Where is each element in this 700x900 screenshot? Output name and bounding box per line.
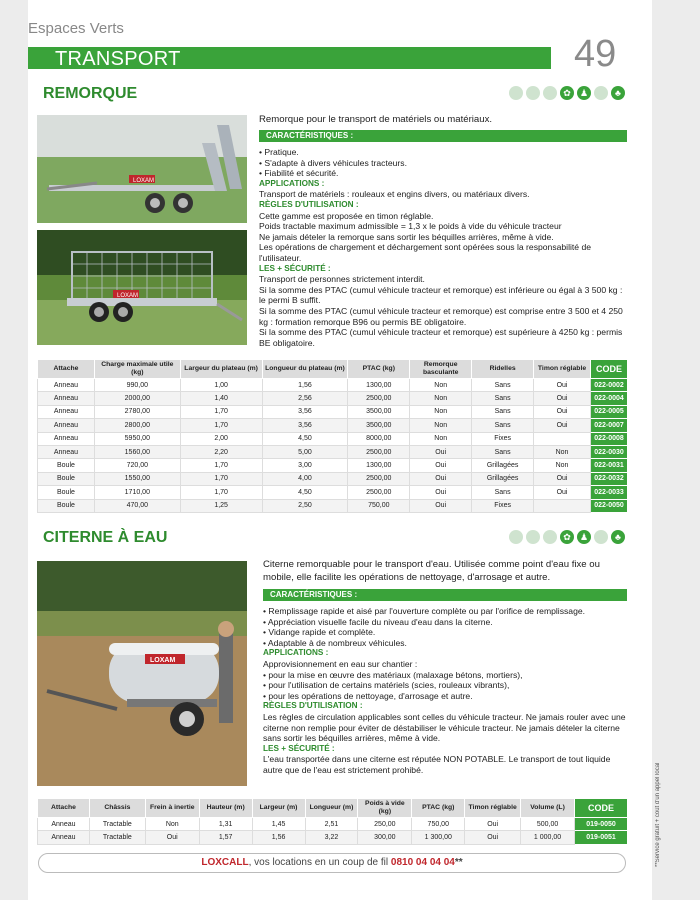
- table-cell: Non: [410, 379, 472, 392]
- section-title-remorque: REMORQUE: [43, 85, 138, 102]
- usage-icon: [509, 530, 523, 544]
- table-cell: Boule: [38, 472, 95, 485]
- table-cell: 5950,00: [94, 432, 180, 445]
- table-row: [38, 392, 628, 405]
- person-icon: ♟: [577, 530, 591, 544]
- footer-brand: LOXCALL: [201, 857, 249, 868]
- table-cell: Oui: [465, 818, 521, 831]
- table-cell: 3500,00: [348, 405, 410, 418]
- column-header: Ridelles: [472, 360, 534, 379]
- table-cell: 1,70: [180, 459, 262, 472]
- product-code[interactable]: 019-0051: [574, 831, 627, 844]
- title-bar: [28, 47, 551, 69]
- table-cell: 1,70: [180, 405, 262, 418]
- table-cell: Non: [410, 432, 472, 445]
- citerne-intro: Citerne remorquable pour le transport d'eau. Utilisée comme point d'eau fixe ou mobile, elle facilite les opérations de nettoyage, d'arrosage et autre.: [263, 559, 600, 583]
- table-cell: 5,00: [262, 445, 348, 458]
- product-code[interactable]: 022-0050: [590, 499, 627, 512]
- loxam-logo-text: LOXAM: [117, 293, 139, 299]
- usage-icon: [509, 86, 523, 100]
- securite-line: Transport de personnes strictement interdit.: [259, 274, 425, 285]
- table-cell: 990,00: [94, 379, 180, 392]
- table-cell: Grillagées: [472, 459, 534, 472]
- table-cell: 4,00: [262, 472, 348, 485]
- table-cell: Sans: [472, 405, 534, 418]
- side-note: **Service gratuit + coût d'un appel local: [655, 762, 661, 867]
- loxam-logo-text: LOXAM: [133, 178, 155, 184]
- product-code[interactable]: 022-0005: [590, 405, 627, 418]
- table-cell: Oui: [410, 472, 472, 485]
- leaf-icon: ✿: [560, 530, 574, 544]
- column-header: CODE: [574, 799, 627, 818]
- applications-line: • pour la mise en œuvre des matériaux (malaxage bétons, mortiers),: [263, 669, 523, 680]
- table-cell: Non: [410, 419, 472, 432]
- table-header-row: [38, 799, 628, 818]
- table-cell: Anneau: [38, 419, 95, 432]
- page-number: 49: [574, 33, 617, 75]
- table-cell: Oui: [410, 486, 472, 499]
- table-cell: Boule: [38, 499, 95, 512]
- caract-item: • Adaptable à de nombreux véhicules.: [263, 637, 407, 648]
- column-header: Châssis: [89, 799, 145, 818]
- table-cell: Oui: [410, 499, 472, 512]
- table-cell: Oui: [534, 419, 591, 432]
- column-header: Attache: [38, 799, 90, 818]
- table-cell: 250,00: [358, 818, 412, 831]
- table-cell: Tractable: [89, 831, 145, 844]
- column-header: Frein à inertie: [145, 799, 199, 818]
- usage-icons-citerne: [509, 530, 625, 544]
- usage-icon: [594, 530, 608, 544]
- table-header-row: [38, 360, 628, 379]
- column-header: Timon réglable: [465, 799, 521, 818]
- table-cell: 2,51: [305, 818, 358, 831]
- table-cell: 1,70: [180, 419, 262, 432]
- regles-line: Cette gamme est proposée en timon réglable.: [259, 210, 434, 221]
- table-cell: Non: [410, 392, 472, 405]
- column-header: Attache: [38, 360, 95, 379]
- table-cell: 1,70: [180, 472, 262, 485]
- column-header: Longueur du plateau (m): [262, 360, 348, 379]
- product-code[interactable]: 019-0050: [574, 818, 627, 831]
- applications-text: Transport de matériels : rouleaux et engins divers, ou matériaux divers.: [259, 189, 530, 200]
- regles-line: Poids tractable maximum admissible = 1,3 x le poids à vide du véhicule tracteur: [259, 221, 562, 232]
- table-row: [38, 472, 628, 485]
- table-row: [38, 499, 628, 512]
- product-code[interactable]: 022-0008: [590, 432, 627, 445]
- tree-icon: ♣: [611, 86, 625, 100]
- table-cell: 1,57: [199, 831, 252, 844]
- table-cell: 1 000,00: [521, 831, 575, 844]
- table-cell: Oui: [465, 831, 521, 844]
- table-cell: 1,56: [262, 379, 348, 392]
- table-cell: 2500,00: [348, 445, 410, 458]
- table-cell: 2800,00: [94, 419, 180, 432]
- table-cell: [534, 432, 591, 445]
- table-cell: 2000,00: [94, 392, 180, 405]
- table-cell: 1,31: [199, 818, 252, 831]
- tree-icon: ♣: [611, 530, 625, 544]
- footer-banner: [38, 853, 626, 873]
- table-cell: 470,00: [94, 499, 180, 512]
- table-row: [38, 419, 628, 432]
- table-cell: Non: [534, 445, 591, 458]
- table-cell: 300,00: [358, 831, 412, 844]
- table-cell: 4,50: [262, 486, 348, 499]
- table-cell: Oui: [534, 392, 591, 405]
- column-header: Timon réglable: [534, 360, 591, 379]
- table-row: [38, 459, 628, 472]
- table-cell: 1 300,00: [412, 831, 465, 844]
- table-cell: Anneau: [38, 432, 95, 445]
- table-cell: Oui: [410, 459, 472, 472]
- table-cell: Anneau: [38, 818, 90, 831]
- usage-icon: [526, 530, 540, 544]
- regles-text: Les règles de circulation applicables sont celles du véhicule tracteur. Ne jamais rouler avec une citerne non remplie pour éviter de déstabiliser le véhicule tracteur. Ne jamais dételer la citerne sans sortir les béquilles arrières, même à vide.: [263, 711, 626, 744]
- table-cell: Sans: [472, 379, 534, 392]
- table-cell: 2,50: [262, 499, 348, 512]
- leaf-icon: ✿: [560, 86, 574, 100]
- table-cell: 1550,00: [94, 472, 180, 485]
- table-cell: 750,00: [412, 818, 465, 831]
- usage-icon: [543, 86, 557, 100]
- table-cell: 1,70: [180, 486, 262, 499]
- table-cell: 3,56: [262, 405, 348, 418]
- caract-item: • Vidange rapide et complète.: [263, 627, 376, 638]
- securite-line: Si la somme des PTAC (cumul véhicule tracteur et remorque) est comprise entre 3 500 et 4 250 kg : formation remorque B96 ou permis BE obligatoire.: [259, 305, 623, 327]
- column-header: Largeur du plateau (m): [180, 360, 262, 379]
- table-cell: Tractable: [89, 818, 145, 831]
- water-tank-photo: [37, 561, 247, 786]
- securite-line: Si la somme des PTAC (cumul véhicule tracteur et remorque) est inférieure ou égal à 3 500 kg : le permi B suffit.: [259, 284, 623, 306]
- table-cell: 2780,00: [94, 405, 180, 418]
- section-title-citerne: CITERNE À EAU: [43, 529, 168, 546]
- column-header: Hauteur (m): [199, 799, 252, 818]
- table-cell: 3,56: [262, 419, 348, 432]
- remorque-spec-table: [37, 359, 628, 513]
- product-code[interactable]: 022-0031: [590, 459, 627, 472]
- usage-icons-remorque: [509, 86, 625, 100]
- securite-heading: LES + SÉCURITÉ :: [259, 263, 331, 273]
- remorque-description: [259, 113, 627, 348]
- table-row: [38, 432, 628, 445]
- column-header: PTAC (kg): [348, 360, 410, 379]
- table-cell: 1710,00: [94, 486, 180, 499]
- product-code[interactable]: 022-0032: [590, 472, 627, 485]
- table-cell: 3,22: [305, 831, 358, 844]
- table-cell: Non: [534, 459, 591, 472]
- applications-heading: APPLICATIONS :: [263, 648, 329, 658]
- table-cell: Oui: [534, 405, 591, 418]
- securite-heading: LES + SÉCURITÉ :: [263, 743, 335, 753]
- product-code[interactable]: 022-0002: [590, 379, 627, 392]
- product-code[interactable]: 022-0004: [590, 392, 627, 405]
- table-cell: Anneau: [38, 405, 95, 418]
- trailer-photo-flatbed: [37, 115, 247, 223]
- usage-icon: [543, 530, 557, 544]
- table-cell: Non: [410, 405, 472, 418]
- column-header: Poids à vide (kg): [358, 799, 412, 818]
- table-cell: 2,00: [180, 432, 262, 445]
- table-cell: 4,50: [262, 432, 348, 445]
- column-header: PTAC (kg): [412, 799, 465, 818]
- column-header: Remorque basculante: [410, 360, 472, 379]
- caract-item: • Fiabilité et sécurité.: [259, 168, 339, 179]
- person-icon: ♟: [577, 86, 591, 100]
- footer-stars: **: [454, 857, 463, 868]
- table-cell: 1,00: [180, 379, 262, 392]
- regles-heading: RÈGLES D'UTILISATION :: [259, 199, 359, 209]
- caract-item: • Pratique.: [259, 147, 299, 157]
- table-cell: 3,00: [262, 459, 348, 472]
- table-cell: 2500,00: [348, 392, 410, 405]
- regles-heading: RÈGLES D'UTILISATION :: [263, 701, 363, 711]
- table-row: [38, 831, 628, 844]
- table-cell: Oui: [534, 379, 591, 392]
- table-cell: 750,00: [348, 499, 410, 512]
- table-cell: 1,40: [180, 392, 262, 405]
- applications-heading: APPLICATIONS :: [259, 178, 325, 188]
- table-cell: 1,25: [180, 499, 262, 512]
- citerne-description: [263, 558, 627, 776]
- table-row: [38, 379, 628, 392]
- table-row: [38, 818, 628, 831]
- column-header: Longueur (m): [305, 799, 358, 818]
- table-cell: Oui: [534, 472, 591, 485]
- table-cell: Fixes: [472, 499, 534, 512]
- table-cell: 1,56: [252, 831, 305, 844]
- regles-line: Les opérations de chargement et déchargement sont opérées sous la responsabilité de l'utilisateur.: [259, 242, 592, 263]
- table-cell: Fixes: [472, 432, 534, 445]
- table-cell: 8000,00: [348, 432, 410, 445]
- table-cell: Anneau: [38, 831, 90, 844]
- citerne-spec-table: [37, 798, 628, 845]
- table-cell: Oui: [145, 831, 199, 844]
- caract-heading: CARACTÉRISTIQUES :: [259, 130, 627, 142]
- applications-line: Approvisionnement en eau sur chantier :: [263, 658, 418, 669]
- product-code[interactable]: 022-0033: [590, 486, 627, 499]
- column-header: Volume (L): [521, 799, 575, 818]
- table-row: [38, 486, 628, 499]
- remorque-intro: Remorque pour le transport de matériels ou matériaux.: [259, 114, 493, 125]
- table-row: [38, 405, 628, 418]
- table-cell: Oui: [410, 445, 472, 458]
- regles-line: Ne jamais dételer la remorque sans sortir les béquilles arrières, même à vide.: [259, 231, 554, 242]
- trailer-photo-caged: [37, 230, 247, 345]
- table-row: [38, 445, 628, 458]
- product-code[interactable]: 022-0007: [590, 419, 627, 432]
- caract-item: • Remplissage rapide et aisé par l'ouverture complète ou par l'orifice de remplissage.: [263, 606, 586, 616]
- table-cell: Boule: [38, 459, 95, 472]
- column-header: Largeur (m): [252, 799, 305, 818]
- table-cell: Anneau: [38, 379, 95, 392]
- caract-heading: CARACTÉRISTIQUES :: [263, 589, 627, 601]
- securite-text: L'eau transportée dans une citerne est réputée NON POTABLE. Le transport de tout liquide autre que de l'eau est strictement prohibé.: [263, 754, 611, 775]
- usage-icon: [526, 86, 540, 100]
- table-cell: 2,56: [262, 392, 348, 405]
- table-cell: 2500,00: [348, 472, 410, 485]
- footer-phone[interactable]: 0810 04 04 04: [390, 857, 455, 868]
- category-label: Espaces Verts: [28, 20, 124, 37]
- caract-item: • Appréciation visuelle facile du niveau d'eau dans la citerne.: [263, 616, 493, 627]
- applications-line: • pour les opérations de nettoyage, d'arrosage et autre.: [263, 690, 473, 701]
- footer-text: , vos locations en un coup de fil: [248, 857, 391, 868]
- table-cell: 3500,00: [348, 419, 410, 432]
- table-cell: 1300,00: [348, 459, 410, 472]
- column-header: CODE: [590, 360, 627, 379]
- table-cell: Sans: [472, 392, 534, 405]
- usage-icon: [594, 86, 608, 100]
- table-cell: Sans: [472, 486, 534, 499]
- loxam-logo-text: LOXAM: [150, 657, 176, 664]
- table-cell: 1300,00: [348, 379, 410, 392]
- table-cell: Anneau: [38, 392, 95, 405]
- table-cell: Grillagées: [472, 472, 534, 485]
- caract-item: • S'adapte à divers véhicules tracteurs.: [259, 157, 407, 168]
- table-cell: Anneau: [38, 445, 95, 458]
- table-cell: 720,00: [94, 459, 180, 472]
- table-cell: [534, 499, 591, 512]
- table-cell: Sans: [472, 445, 534, 458]
- applications-line: • pour l'utilisation de certains matériels (scies, rouleaux vibrants),: [263, 680, 510, 691]
- page-title: TRANSPORT: [55, 48, 181, 70]
- table-cell: 1,45: [252, 818, 305, 831]
- table-cell: 500,00: [521, 818, 575, 831]
- table-cell: Sans: [472, 419, 534, 432]
- column-header: Charge maximale utile (kg): [94, 360, 180, 379]
- product-code[interactable]: 022-0030: [590, 445, 627, 458]
- table-cell: 1560,00: [94, 445, 180, 458]
- table-cell: 2500,00: [348, 486, 410, 499]
- table-cell: 2,20: [180, 445, 262, 458]
- table-cell: Oui: [534, 486, 591, 499]
- securite-line: Si la somme des PTAC (cumul véhicule tracteur et remorque) est supérieure à 4250 kg : permis BE obligatoire.: [259, 327, 623, 348]
- table-cell: Non: [145, 818, 199, 831]
- table-cell: Boule: [38, 486, 95, 499]
